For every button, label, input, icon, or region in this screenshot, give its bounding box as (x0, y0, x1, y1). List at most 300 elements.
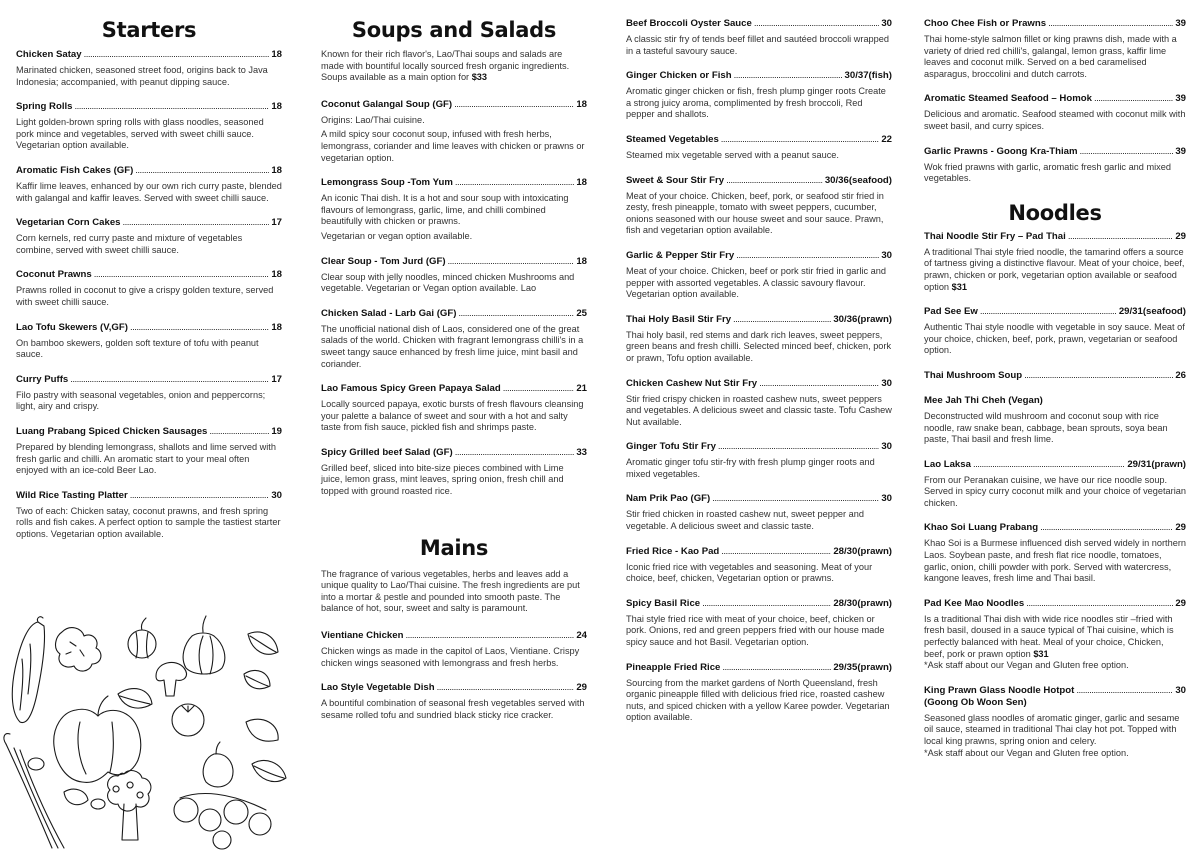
dot-leader (454, 99, 574, 111)
description-text: Sourcing from the market gardens of North Queensland, fresh organic pineapple filled with delicious fried rice, roasted cashew nuts, and spiced chicken with a yellow Karee powder. Vegetarian option available. (626, 677, 890, 723)
menu-item-price: 29 (576, 682, 587, 694)
mains-intro: The fragrance of various vegetables, herbs and leaves add a unique quality to Lao/Thai cuisine. The fresh ingredients are put into a mortar & pestle and pounded into smooth paste. The balance of hot, sour, sweet and salty is paramount. (321, 568, 580, 614)
menu-item-description (626, 150, 892, 162)
menu-item-lao-style-vegetable-dish (321, 682, 587, 721)
menu-item-description (626, 266, 892, 301)
menu-item-lao-tofu-skewers-v-gf (16, 322, 282, 361)
description-text: A traditional Thai style fried noodle, the tamarind offers a source of tartness giving a distinctive flavour. Meat of your choice, beef, prawn, chicken or pork, vegetarian option available or seafood option (924, 246, 1185, 292)
menu-item-mee-jah-thi-cheh-vegan (924, 395, 1186, 446)
menu-item-price: 21 (576, 383, 587, 395)
menu-item-header (626, 662, 892, 674)
menu-item-header (16, 217, 282, 229)
bell-pepper-icon (54, 696, 141, 782)
dot-leader (209, 426, 269, 438)
mains-list (321, 630, 587, 721)
menu-item-price: 30/37(fish) (844, 70, 892, 82)
dot-leader (718, 441, 879, 453)
description-text: Seasoned glass noodles of aromatic ginger, garlic and sesame oil sauce, steamed in traditional Thai clay hot pot. Topped with local king prawns, spring onion and celery. (924, 712, 1180, 746)
dot-leader (1076, 685, 1173, 697)
menu-item-lemongrass-soup-tom-yum (321, 177, 587, 242)
menu-item-header (16, 322, 282, 334)
menu-item-description (321, 115, 587, 127)
menu-item-thai-mushroom-soup (924, 370, 1186, 382)
menu-item-description (626, 86, 892, 121)
description-text: Authentic Thai style noodle with vegetable in soy sauce. Meat of your choice, chicken, beef, pork, prawn, vegetarian or seafood option. (924, 322, 1185, 356)
menu-item-nam-prik-pao-gf (626, 493, 892, 532)
description-text: Stir fried crispy chicken in roasted cashew nuts, sweet peppers and vegetables. A delicious sweet and classic taste. Tofu Cashew Nut available. (626, 393, 892, 427)
menu-item-header (924, 146, 1186, 158)
dot-leader (1094, 93, 1173, 105)
menu-item-price: 30/36(prawn) (833, 313, 892, 325)
onion-icon (128, 618, 156, 658)
menu-item-thai-noodle-stir-fry-pad-thai (924, 231, 1186, 293)
dot-leader (759, 378, 879, 390)
menu-item-price: 28/30(prawn) (833, 545, 892, 557)
menu-item-vegetarian-corn-cakes (16, 217, 282, 256)
menu-item-price: 29 (1175, 597, 1186, 609)
menu-item-header (924, 231, 1186, 243)
ginger-icon (56, 628, 101, 671)
menu-item-description (924, 614, 1186, 660)
dot-leader (70, 374, 269, 386)
menu-item-pineapple-fried-rice (626, 662, 892, 724)
dot-leader (94, 269, 270, 281)
menu-item-price: 30 (1175, 684, 1186, 696)
menu-item-header (924, 306, 1186, 318)
menu-item-clear-soup-tom-jurd-gf (321, 256, 587, 295)
menu-item-description (16, 233, 282, 256)
menu-item-description (626, 394, 892, 429)
menu-item-name: Lao Style Vegetable Dish (321, 682, 435, 694)
description-text: Khao Soi is a Burmese influenced dish served widely in northern Laos. Soybean paste, and fresh flat rice noodle, tomatoes, garlic, onion, chilli powder with pork. Served with watercress, kangone leaves, fresh lime and Thai basil. (924, 538, 1186, 584)
dot-leader (736, 250, 879, 262)
soups-title: Soups and Salads (351, 18, 557, 42)
dot-leader (503, 383, 575, 395)
menu-item-garlic-pepper-stir-fry (626, 250, 892, 301)
menu-item-luang-prabang-spiced-chicken-sausages (16, 426, 282, 477)
menu-item-name: Pineapple Fried Rice (626, 661, 721, 673)
description-text: Iconic fried rice with vegetables and seasoning. Meat of your choice, beef, chicken, Vegetarian option or prawns. (626, 561, 873, 584)
menu-item-wild-rice-tasting-platter (16, 490, 282, 541)
menu-item-description (626, 191, 892, 237)
dot-leader (1026, 598, 1173, 610)
menu-item-price: 17 (271, 217, 282, 229)
menu-item-name: Khao Soi Luang Prabang (924, 522, 1039, 534)
menu-item-aromatic-steamed-seafood-homok (924, 93, 1186, 132)
description-text: Aromatic ginger tofu stir-fry with fresh plump ginger roots and mixed vegetables. (626, 457, 875, 479)
menu-item-name: Thai Noodle Stir Fry – Pad Thai (924, 230, 1066, 242)
menu-item-king-prawn-glass-noodle-hotpot (924, 685, 1186, 759)
menu-item-thai-holy-basil-stir-fry (626, 314, 892, 365)
menu-item-fried-rice-kao-pad (626, 546, 892, 585)
stir-fry-list (626, 18, 892, 724)
dot-leader (733, 314, 831, 326)
menu-item-header (321, 447, 587, 459)
menu-item-pad-see-ew (924, 306, 1186, 357)
menu-item-price: 29/35(prawn) (833, 661, 892, 673)
menu-item-description (626, 34, 892, 57)
menu-item-description (626, 678, 892, 724)
menu-item-price: 30 (881, 493, 892, 505)
description-text: Steamed mix vegetable served with a peanut sauce. (626, 149, 839, 160)
menu-item-name: Aromatic Steamed Seafood – Homok (924, 93, 1092, 105)
description-text: Thai style fried rice with meat of your choice, beef, chicken or pork. Onions, red and green peppers fried with our house made spicy sauce and hot Basil. Vegetarian option. (626, 613, 885, 648)
menu-item-price: 18 (576, 177, 587, 189)
dot-leader (734, 70, 843, 82)
dot-leader (84, 49, 270, 61)
menu-item-description (16, 442, 282, 477)
description-text: Prepared by blending lemongrass, shallots and lime served with fresh garlic and chilli. An aromatic start to your meal often enjoyed with an ice-cold Beer Lao. (16, 441, 276, 476)
menu-item-header (321, 383, 587, 395)
menu-item-header (626, 598, 892, 610)
menu-item-name: Spring Rolls (16, 101, 73, 113)
description-text: Stir fried chicken in roasted cashew nut, sweet pepper and vegetable. A delicious sweet and classic taste. (626, 509, 864, 532)
menu-item-description (321, 646, 587, 669)
description-text: Chicken wings as made in the capitol of Laos, Vientiane. Crispy chicken wings seasoned with lemongrass and fresh herbs. (321, 646, 580, 668)
description-text: From our Peranakan cuisine, we have our rice noodle soup. Served in spicy curry coconut milk and your choice of vegetarian chicken. (924, 474, 1186, 508)
menu-item-name: Lao Tofu Skewers (V,GF) (16, 321, 128, 333)
menu-item-note: Vegetarian or vegan option available. (321, 230, 473, 241)
basil-leaf-icon (252, 760, 286, 781)
dot-leader (135, 165, 269, 177)
menu-item-name: Steamed Vegetables (626, 133, 719, 145)
description-price: $31 (1033, 648, 1049, 659)
menu-item-description (924, 247, 1186, 293)
menu-item-header (16, 101, 282, 113)
description-text: Locally sourced papaya, exotic bursts of fresh flavours cleansing your palette a balance of sweet and sour with a hot and salty taste from fish sauce, pickled fish and shrimps paste. (321, 399, 584, 433)
description-text: Two of each: Chicken satay, coconut prawns, and fresh spring rolls and fish cakes. A perfect option to sample the tastiest starter options. Vegetarian option available. (16, 505, 281, 539)
menu-item-name: King Prawn Glass Noodle Hotpot (924, 684, 1075, 696)
menu-item-price: 24 (576, 630, 587, 642)
menu-item-name: Curry Puffs (16, 373, 69, 385)
menu-item-subname: (Goong Ob Woon Sen) (924, 696, 1027, 708)
description-text: Deconstructed wild mushroom and coconut soup with rice noodle, raw snake bean, cabbage, bean sprouts, soya bean paste, Thai basil and fresh lime. (924, 410, 1168, 445)
menu-item-header (924, 522, 1186, 534)
menu-item-description (924, 411, 1186, 446)
dot-leader (437, 682, 575, 694)
description-text: The unofficial national dish of Laos, considered one of the great salads of the world. Chicken with fragrant lemongrass chilli's in a sweet tangy sauce enhanced by fresh lime juice, mint basil and coriander. (321, 323, 584, 369)
description-text: Wok fried prawns with garlic, aromatic fresh garlic and mixed vegetables. (924, 161, 1171, 184)
menu-item-description (924, 34, 1186, 80)
description-text: Is a traditional Thai dish with wide rice noodles stir –fried with fresh basil, doused in a sauce typical of Thai cuisine, which is perfectly balanced with heat. Meal of your choice, Chicken, beef, pork or prawn option (924, 613, 1174, 659)
menu-item-header (321, 256, 587, 268)
seafood-noodles-column (924, 0, 1186, 853)
cherry-tomatoes-icon (174, 794, 271, 849)
dot-leader (980, 306, 1117, 318)
menu-item-chicken-salad-larb-gai-gf (321, 308, 587, 370)
menu-item-description (626, 614, 892, 649)
menu-item-name: Mee Jah Thi Cheh (Vegan) (924, 394, 1043, 406)
menu-item-name: Pad Kee Mao Noodles (924, 597, 1025, 609)
chilli-icon (12, 617, 44, 723)
soups-list (321, 99, 587, 498)
menu-item-name: Lemongrass Soup -Tom Yum (321, 177, 453, 189)
menu-item-header (321, 177, 587, 189)
dot-leader (458, 308, 574, 320)
menu-item-choo-chee-fish-or-prawns (924, 18, 1186, 80)
menu-item-description (321, 193, 587, 228)
menu-item-pad-kee-mao-noodles (924, 598, 1186, 672)
dot-leader (973, 459, 1125, 471)
menu-item-header (924, 93, 1186, 105)
menu-item-price: 30 (881, 18, 892, 29)
leaf-icon (118, 632, 278, 741)
noodles-title: Noodles (1008, 200, 1102, 225)
dot-leader (712, 493, 879, 505)
description-text: An iconic Thai dish. It is a hot and sour soup with intoxicating flavours of lemongrass, garlic, lime, and chilli combined beautifully with chicken or prawns. (321, 193, 569, 227)
menu-item-header (16, 426, 282, 438)
menu-item-description (626, 330, 892, 365)
menu-item-price: 33 (576, 446, 587, 458)
menu-item-name: Pad See Ew (924, 306, 978, 318)
menu-item-note: *Ask staff about our Vegan and Gluten free option. (924, 747, 1129, 758)
dot-leader (405, 630, 574, 642)
menu-item-name: Chicken Cashew Nut Stir Fry (626, 377, 758, 389)
menu-item-price: 26 (1175, 369, 1186, 381)
menu-item-ginger-tofu-stir-fry (626, 441, 892, 480)
menu-item-name: Chicken Salad - Larb Gai (GF) (321, 307, 457, 319)
menu-item-coconut-galangal-soup-gf (321, 99, 587, 164)
description-text: A classic stir fry of tends beef fillet and sautéed broccoli wrapped in a tasteful savoury sauce. (626, 34, 890, 56)
menu-item-header (16, 49, 282, 61)
dot-leader (754, 18, 879, 30)
menu-item-name: Coconut Galangal Soup (GF) (321, 98, 453, 110)
garlic-icon (183, 616, 225, 674)
menu-item-name: Choo Chee Fish or Prawns (924, 18, 1047, 29)
description-text: Prawns rolled in coconut to give a crispy golden texture, served with sweet chilli sauce. (16, 285, 274, 307)
menu-item-header (626, 441, 892, 453)
soups-mains-column (321, 0, 587, 853)
menu-item-description (16, 65, 282, 88)
menu-item-description (16, 117, 282, 152)
dot-leader (75, 101, 270, 113)
menu-item-price: 39 (1175, 93, 1186, 105)
menu-item-name: Vegetarian Corn Cakes (16, 217, 121, 229)
menu-item-sweet-sour-stir-fry (626, 175, 892, 237)
dot-leader (702, 598, 831, 610)
menu-item-header (16, 165, 282, 177)
menu-item-header (626, 314, 892, 326)
description-text: Meat of your choice. Chicken, beef, pork, or seafood stir fried in zesty, fresh pineapple, tomato with sweet peppers, cucumber, onions seasoned with our house sweet and sour sauce. Prawn, fish and vegetarian option available. (626, 190, 884, 236)
menu-item-steamed-vegetables (626, 134, 892, 162)
menu-item-khao-soi-luang-prabang (924, 522, 1186, 584)
description-text: Origins: Lao/Thai cuisine. (321, 114, 425, 125)
dot-leader (1068, 231, 1174, 243)
menu-item-curry-puffs (16, 374, 282, 413)
menu-item-description (321, 272, 587, 295)
menu-item-description (16, 506, 282, 541)
vegetables-illustration-icon (0, 614, 300, 850)
menu-item-header (626, 250, 892, 262)
dot-leader (722, 662, 831, 674)
menu-item-price: 18 (576, 98, 587, 110)
menu-item-header (924, 459, 1186, 471)
menu-item-name: Garlic & Pepper Stir Fry (626, 249, 735, 261)
menu-item-description (16, 285, 282, 308)
menu-item-price: 28/30(prawn) (833, 597, 892, 609)
menu-item-price: 29/31(seafood) (1118, 306, 1186, 318)
menu-item-price: 39 (1175, 18, 1186, 29)
menu-item-ginger-chicken-or-fish (626, 70, 892, 121)
menu-item-description (626, 457, 892, 480)
dot-leader (721, 546, 831, 558)
menu-item-chicken-satay (16, 49, 282, 88)
description-price: $31 (951, 281, 967, 292)
description-text: Marinated chicken, seasoned street food, origins back to Java Indonesia; accompanied, with peanut dipping sauce. (16, 65, 268, 87)
menu-item-price: 29/31(prawn) (1127, 458, 1186, 470)
dot-leader (726, 175, 823, 187)
menu-item-coconut-prawns (16, 269, 282, 308)
description-text: Kaffir lime leaves, enhanced by our own rich curry paste, blended with galangal and kaffir leaves. Served with sweet chilli sauce. (16, 180, 282, 203)
description-text: Filo pastry with seasonal vegetables, onion and peppercorns; light, airy and crispy. (16, 389, 266, 412)
menu-item-description (321, 698, 587, 721)
tomato-icon (172, 704, 204, 736)
menu-item-header (924, 370, 1186, 382)
menu-item-header (321, 308, 587, 320)
menu-item-description (626, 509, 892, 532)
noodles-list (924, 231, 1186, 759)
menu-item-description (924, 538, 1186, 584)
menu-item-name: Fried Rice - Kao Pad (626, 545, 720, 557)
garlic-clove-icon (203, 742, 233, 787)
menu-item-description (924, 109, 1186, 132)
seafood-list (924, 18, 1186, 185)
description-text: Thai holy basil, red stems and dark rich leaves, sweet peppers, green beans and fresh chilli. Selected minced beef, chicken, pork or prawn, Tofu option available. (626, 329, 892, 363)
menu-item-name: Coconut Prawns (16, 269, 92, 281)
dot-leader (130, 490, 270, 502)
menu-item-description (321, 463, 587, 498)
stir-fry-column (626, 0, 892, 853)
dot-leader (721, 134, 880, 146)
menu-item-name: Ginger Tofu Stir Fry (626, 441, 716, 453)
description-text: Meat of your choice. Chicken, beef or pork stir fried in garlic and pepper with assorted vegetables. A classic savoury flavour. Vegetarian option available. (626, 265, 886, 300)
menu-item-description (924, 322, 1186, 357)
menu-item-name: Clear Soup - Tom Jurd (GF) (321, 255, 446, 267)
menu-item-header (626, 175, 892, 187)
menu-item-name: Garlic Prawns - Goong Kra-Thiam (924, 145, 1078, 157)
menu-item-header (626, 493, 892, 505)
menu-item-name: Vientiane Chicken (321, 630, 404, 642)
menu-item-lao-famous-spicy-green-papaya-salad (321, 383, 587, 434)
menu-item-header (626, 18, 892, 30)
menu-item-description (16, 338, 282, 361)
menu-item-vientiane-chicken (321, 630, 587, 669)
dot-leader (455, 447, 575, 459)
menu-item-description (16, 390, 282, 413)
menu-item-note: *Ask staff about our Vegan and Gluten free option. (924, 660, 1129, 671)
menu-item-chicken-cashew-nut-stir-fry (626, 378, 892, 429)
dot-leader (1024, 370, 1173, 382)
menu-item-description (924, 162, 1186, 185)
menu-item-price: 18 (271, 164, 282, 176)
description-text: Clear soup with jelly noodles, minced chicken Mushrooms and vegetable. Vegetarian or Vegan option available. Lao (321, 271, 575, 294)
description-text: On bamboo skewers, golden soft texture of tofu with peanut sauce. (16, 337, 259, 360)
menu-item-name: Lao Famous Spicy Green Papaya Salad (321, 383, 501, 395)
description-text: Light golden-brown spring rolls with glass noodles, seasoned pork mince and vegetables, served with sweet chilli sauce. Vegetarian option available. (16, 117, 264, 151)
dot-leader (1048, 18, 1173, 30)
menu-item-name: Sweet & Sour Stir Fry (626, 174, 725, 186)
description-text: Delicious and aromatic. Seafood steamed with coconut milk with sweet basil, and curry spices. (924, 109, 1186, 131)
menu-item-header (16, 374, 282, 386)
menu-item-price: 30 (881, 249, 892, 261)
menu-item-price: 30/36(seafood) (824, 174, 892, 186)
menu-item-description (924, 475, 1186, 510)
menu-item-price: 39 (1175, 145, 1186, 157)
menu-item-name: Thai Mushroom Soup (924, 369, 1023, 381)
menu-item-aromatic-fish-cakes-gf (16, 165, 282, 204)
menu-item-header (626, 134, 892, 146)
menu-item-price: 30 (271, 489, 282, 501)
menu-item-price: 29 (1175, 230, 1186, 242)
menu-item-price: 18 (576, 255, 587, 267)
description-text: Aromatic ginger chicken or fish, fresh plump ginger roots Create a strong juicy aroma, complimented by fresh broccoli, Red pepper and shallots. (626, 86, 886, 120)
menu-item-name: Beef Broccoli Oyster Sauce (626, 18, 752, 29)
menu-item-price: 22 (881, 133, 892, 145)
menu-item-price: 17 (271, 373, 282, 385)
menu-item-note: A mild spicy sour coconut soup, infused with fresh herbs, lemongrass, coriander and lime leaves with chicken or prawns or vegetarian option. (321, 129, 585, 163)
menu-item-name: Wild Rice Tasting Platter (16, 489, 128, 501)
menu-item-header (924, 685, 1186, 697)
menu-item-description (321, 324, 587, 370)
dot-leader (455, 177, 574, 189)
menu-item-header (321, 682, 587, 694)
menu-item-name: Ginger Chicken or Fish (626, 70, 732, 82)
menu-item-spicy-basil-rice (626, 598, 892, 649)
menu-item-price: 18 (271, 321, 282, 333)
menu-item-header (321, 99, 587, 111)
menu-item-name: Thai Holy Basil Stir Fry (626, 313, 732, 325)
menu-item-description (924, 713, 1186, 748)
dot-leader (1080, 146, 1174, 158)
menu-item-spicy-grilled-beef-salad-gf (321, 447, 587, 498)
mains-title: Mains (419, 535, 489, 560)
menu-item-header (626, 70, 892, 82)
menu-item-header (321, 630, 587, 642)
menu-item-header (16, 490, 282, 502)
starters-list (16, 49, 282, 540)
menu-item-price: 30 (881, 441, 892, 453)
menu-item-spring-rolls (16, 101, 282, 152)
broccoli-icon (108, 771, 151, 840)
starters-title: Starters (101, 18, 197, 42)
menu-item-name: Chicken Satay (16, 49, 82, 60)
menu-item-description (321, 399, 587, 434)
menu-item-description (16, 181, 282, 204)
menu-item-name: Spicy Basil Rice (626, 597, 701, 609)
description-text: A bountiful combination of seasonal fresh vegetables served with sesame rolled tofu and sundried black sticky rice cracker. (321, 698, 585, 720)
menu-item-header (924, 395, 1186, 407)
menu-item-name: Lao Laksa (924, 458, 971, 470)
menu-item-name: Aromatic Fish Cakes (GF) (16, 164, 134, 176)
menu-item-header (16, 269, 282, 281)
soups-intro: Known for their rich flavor's, Lao/Thai soups and salads are made with bountiful locally sourced fresh organic ingredients. Soups available as a main option for $33 (321, 49, 570, 83)
menu-item-price: 18 (271, 101, 282, 113)
menu-item-lao-laksa (924, 459, 1186, 510)
dot-leader (1040, 522, 1173, 534)
menu-item-name: Nam Prik Pao (GF) (626, 493, 711, 505)
dot-leader (123, 217, 270, 229)
menu-item-price: 29 (1175, 522, 1186, 534)
menu-item-garlic-prawns-goong-kra-thiam (924, 146, 1186, 185)
menu-item-header (924, 18, 1186, 30)
beans-icon (28, 758, 105, 809)
description-text: Corn kernels, red curry paste and mixture of vegetables combine, served with sweet chilli sauce. (16, 233, 243, 255)
description-text: Thai home-style salmon fillet or king prawns dish, made with a variety of dried red chilli's, galangal, lemon grass, kaffir lime leaves and coconut milk. Served on a bed caramelised asparagus, broccolini and dutch carrots. (924, 34, 1177, 79)
menu-item-header (924, 598, 1186, 610)
menu-item-description (626, 562, 892, 585)
dot-leader (130, 322, 269, 334)
description-text: Grilled beef, sliced into bite-size pieces combined with Lime juice, lemon grass, mint leaves, spring onion, fresh chill and topped with ground roasted rice. (321, 462, 564, 497)
